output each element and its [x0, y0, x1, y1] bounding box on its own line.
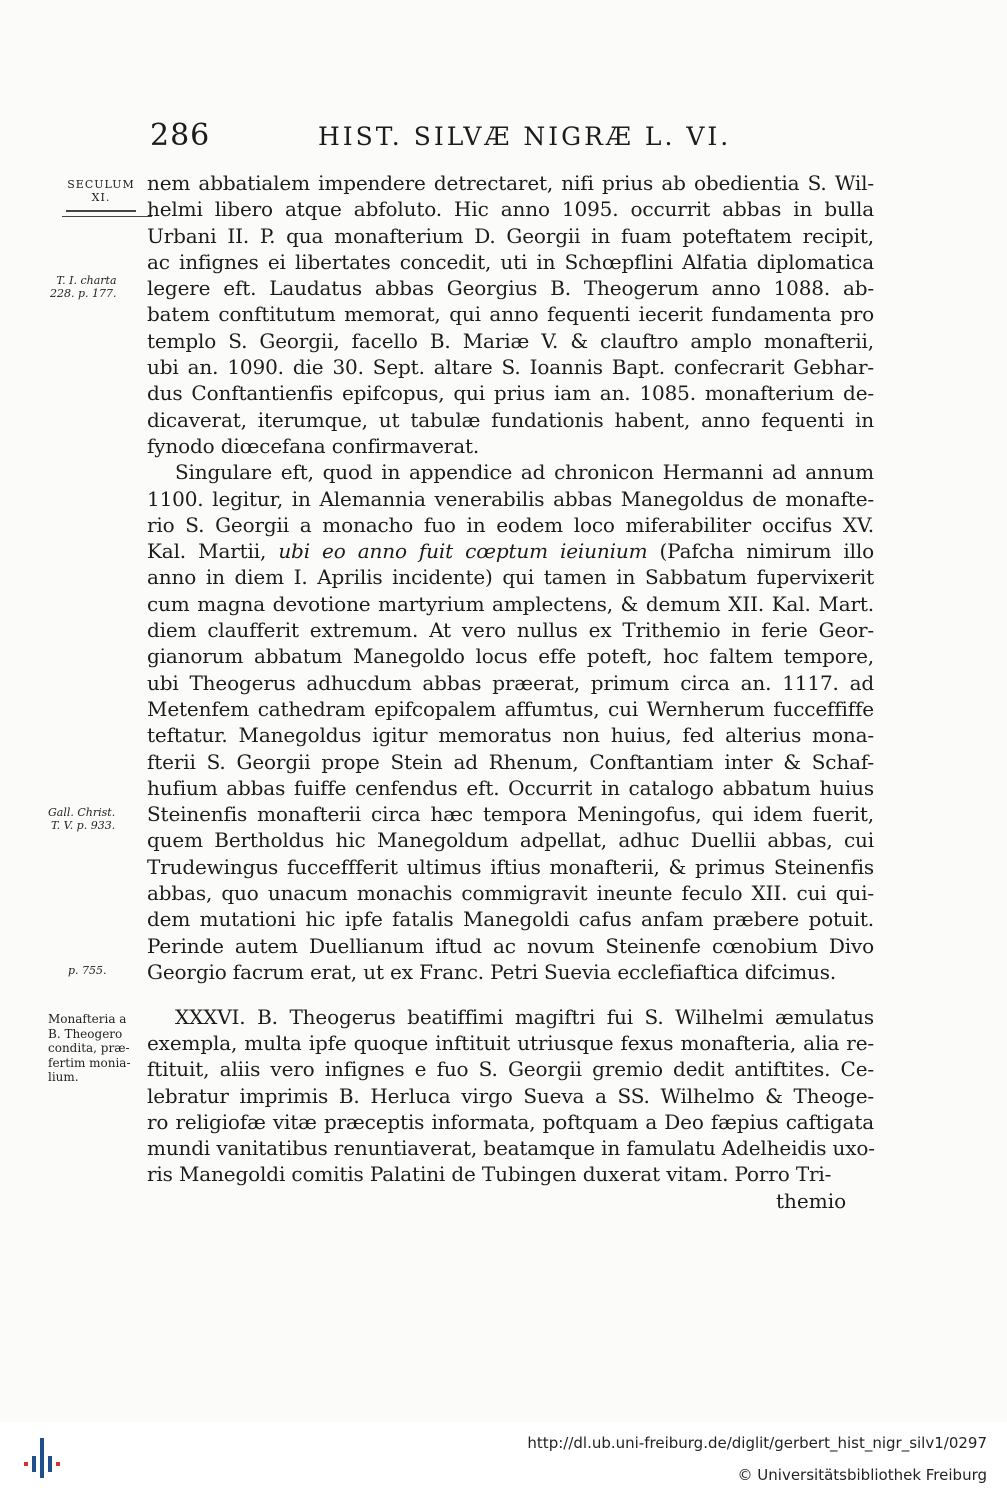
text-line: Metenfem cathedram epifcopalem affumtus, cui Wernherum fucceffiffe	[147, 696, 874, 721]
paragraph-2-continued	[147, 564, 874, 985]
text-line: fynodo diœcefana confirmaverat.	[147, 433, 480, 458]
text-line: legere eft. Laudatus abbas Georgius B. Theogerum anno 1088. ab-	[147, 276, 874, 301]
text-line-with-italic	[147, 538, 874, 564]
catchword: themio	[776, 1189, 847, 1213]
text-line: Trudewingus fucceffferit ultimus iftius monafterii, & primus Steinenfis	[147, 854, 874, 879]
text-line: rio S. Georgii a monacho fuo in eodem loco miferabiliter occifus XV.	[147, 512, 874, 537]
library-logo-icon	[20, 1436, 64, 1480]
margin-note-charta	[50, 274, 117, 300]
italic-quote: ubi eo anno fuit cœptum ieiunium	[278, 539, 648, 564]
text-line: ubi an. 1090. die 30. Sept. altare S. Ioannis Bapt. confecrarit Gebhar-	[147, 355, 874, 380]
paragraph-3	[147, 1004, 874, 1187]
text-line: dem mutationi hic ipfe fatalis Manegoldi cafus anfam præbere potuit.	[147, 907, 874, 932]
text-line: helmi libero atque abfoluto. Hic anno 1095. occurrit abbas in bulla	[147, 197, 874, 222]
text-line: ubi Theogerus adhucdum abbas præerat, primum circa an. 1117. ad	[147, 670, 874, 695]
text-line: hufium abbas fuiffe cenfendus eft. Occurrit in catalogo abbatum huius	[147, 775, 874, 800]
text-line: dicaverat, iterumque, ut tabulæ fundationis habent, anno fequenti in	[147, 407, 874, 432]
seculum-rule-thin	[62, 216, 152, 217]
text-line: lebratur imprimis B. Herluca virgo Sueva a SS. Wilhelmo & Theoge-	[147, 1083, 874, 1108]
margin-note-line: Monafteria a	[48, 1012, 127, 1026]
paragraph-1	[147, 170, 874, 459]
text-line: XXXVI. B. Theogerus beatiffimi magiftri fui S. Wilhelmi æmulatus	[175, 1005, 874, 1029]
text-line: nem abbatialem impendere detrectaret, nifi prius ab obedientia S. Wil-	[147, 171, 874, 195]
text-line: anno in diem I. Aprilis incidente) qui tamen in Sabbatum fupervixerit	[147, 565, 874, 590]
text-span: Kal. Martii,	[147, 539, 267, 564]
margin-note-line: Gall. Christ.	[48, 806, 116, 819]
margin-note-line: 228. p. 177.	[50, 287, 117, 300]
margin-note-line: p. 755.	[68, 964, 107, 977]
text-line: Singulare eft, quod in appendice ad chronicon Hermanni ad annum	[175, 460, 874, 485]
margin-note-line: T. I. charta	[56, 274, 117, 287]
text-line: ris Manegoldi comitis Palatini de Tubingen duxerat vitam. Porro Tri-	[147, 1162, 832, 1187]
seculum-rule	[66, 210, 136, 212]
margin-note-line: lium.	[48, 1070, 79, 1084]
text-line: 1100. legitur, in Alemannia venerabilis abbas Manegoldus de monafte-	[147, 486, 874, 511]
seculum-label: SECULUM	[67, 178, 135, 191]
margin-note-gallia	[48, 806, 115, 832]
text-line: dus Conftantienfis epifcopus, qui prius iam an. 1085. monafterium de-	[147, 381, 874, 406]
running-head: HIST. SILVÆ NIGRÆ L. VI.	[318, 122, 732, 151]
margin-note-page	[68, 964, 107, 977]
text-line: ftituit, aliis vero infignes e fuo S. Georgii gremio dedit antiftites. Ce-	[147, 1057, 874, 1082]
margin-section-note	[48, 1012, 131, 1085]
text-block-section	[147, 1004, 874, 1187]
text-line: ac infignes ei libertates concedit, uti in Schœpflini Alfatia diplomatica	[147, 249, 874, 274]
text-line: exempla, multa ipfe quoque inftituit utriusque fexus monafteria, alia re-	[147, 1031, 874, 1056]
text-line: gianorum abbatum Manegoldo locus effe poteft, hoc faltem tempore,	[147, 644, 874, 669]
text-line: diem claufferit extremum. At vero nullus ex Trithemio in ferie Geor-	[147, 618, 874, 643]
text-line: batem conftitutum memorat, qui anno fequenti iecerit fundamenta pro	[147, 302, 874, 327]
text-line: teftatur. Manegoldus igitur memoratus non huius, fed alterius mona-	[147, 723, 874, 748]
text-span: (Pafcha nimirum illo	[659, 539, 874, 564]
text-line: mundi vanitatibus renuntiaverat, beatamque in famulatu Adelheidis uxo-	[147, 1135, 875, 1160]
footer	[0, 1422, 1007, 1496]
copyright-notice: © Universitätsbibliothek Freiburg	[737, 1466, 987, 1484]
text-line: Urbani II. P. qua monafterium D. Georgii in fuam poteftatem recipit,	[147, 223, 874, 248]
text-line: Georgio facrum erat, ut ex Franc. Petri Suevia ecclefiaftica difcimus.	[147, 959, 837, 984]
margin-note-line: condita, præ-	[48, 1041, 130, 1055]
text-block-main	[147, 170, 874, 985]
text-line: cum magna devotione martyrium amplectens, & demum XII. Kal. Mart.	[147, 591, 874, 616]
text-line: ro religiofæ vitæ præceptis informata, poftquam a Deo fæpius caftigata	[147, 1109, 874, 1134]
text-line: templo S. Georgii, facello B. Mariæ V. & clauftro amplo monafterii,	[147, 328, 874, 353]
text-line: quem Bertholdus hic Manegoldum adpellat, adhuc Duellii abbas, cui	[147, 828, 874, 853]
source-url[interactable]: http://dl.ub.uni-freiburg.de/diglit/gerbert_hist_nigr_silv1/0297	[527, 1434, 987, 1452]
page-number: 286	[150, 118, 211, 153]
margin-note-line: T. V. p. 933.	[50, 819, 116, 832]
seculum-number: XI.	[91, 191, 111, 204]
text-line: Steinenfis monafterii circa hæc tempora Meningofus, qui idem fuerit,	[147, 802, 874, 827]
margin-seculum	[62, 178, 140, 217]
text-line: Perinde autem Duellianum iftud ac novum Steinenfe cœnobium Divo	[147, 933, 874, 958]
margin-note-line: B. Theogero	[48, 1026, 123, 1041]
text-line: fterii S. Georgii prope Stein ad Rhenum, Conftantiam inter & Schaf-	[147, 749, 874, 774]
margin-note-line: fertim monia-	[48, 1055, 131, 1070]
text-line: abbas, quo unacum monachis commigravit ineunte feculo XII. cui qui-	[147, 881, 874, 906]
